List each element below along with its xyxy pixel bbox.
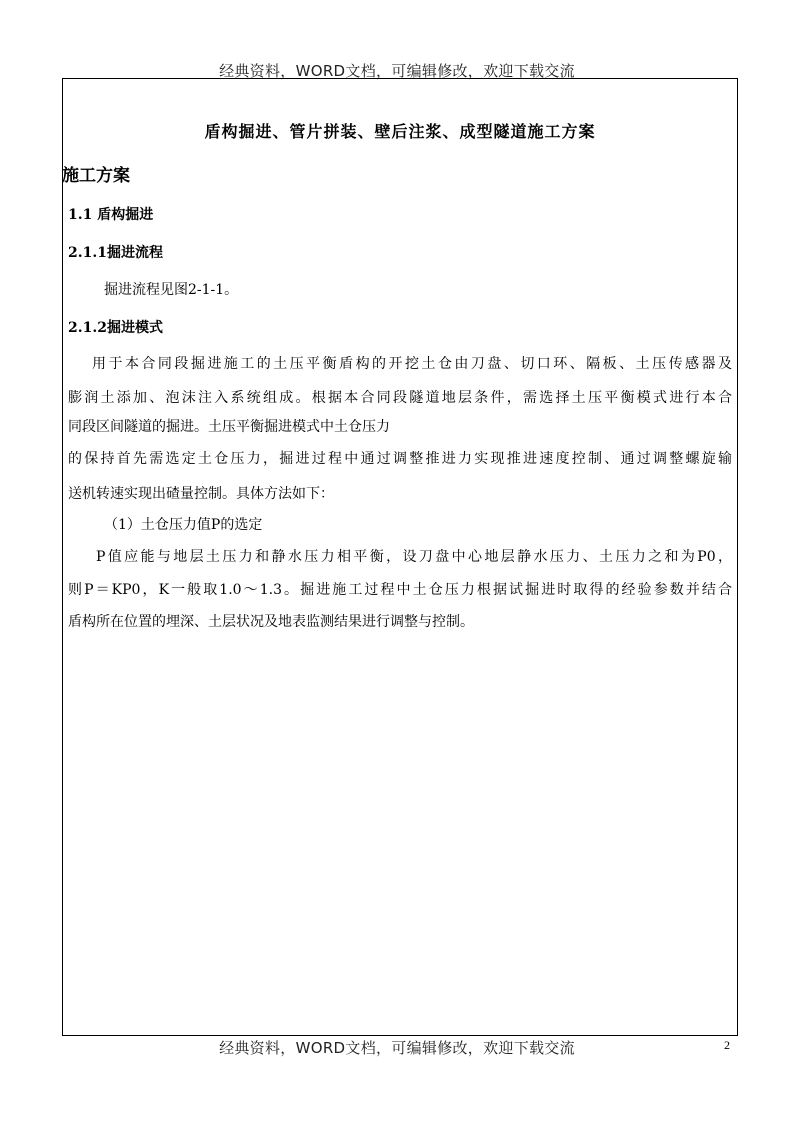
document-title: 盾构掘进、管片拼装、壁后注浆、成型隧道施工方案 — [204, 122, 596, 141]
body-line: 用于本合同段掘进施工的土压平衡盾构的开挖土仓由刀盘、切口环、隔板、土压传感器及 — [92, 356, 732, 372]
paragraph-flow: 掘进流程见图2-1-1。 — [104, 282, 239, 298]
section-heading: 施工方案 — [62, 166, 130, 186]
page-footer-text: 经典资料，WORD文档，可编辑修改，欢迎下载交流 — [219, 1039, 575, 1057]
heading-2-1-1: 2.1.1掘进流程 — [68, 245, 163, 261]
body-line: 的保持首先需选定土仓压力，掘进过程中通过调整推进力实现推进速度控制、通过调整螺旋输 — [68, 451, 732, 467]
body-line: 膨润土添加、泡沫注入系统组成。根据本合同段隧道地层条件，需选择土压平衡模式进行本合 — [68, 390, 732, 406]
subheading-pressure-value: （1）土仓压力值P的选定 — [104, 517, 263, 533]
body-line: 同段区间隧道的掘进。土压平衡掘进模式中土仓压力 — [68, 419, 390, 435]
body-line: P值应能与地层土压力和静水压力相平衡，设刀盘中心地层静水压力、土压力之和为P0， — [96, 549, 732, 565]
page-header-text: 经典资料，WORD文档，可编辑修改，欢迎下载交流 — [219, 62, 575, 80]
page-number: 2 — [724, 1038, 730, 1052]
body-line: 送机转速实现出碴量控制。具体方法如下： — [68, 486, 334, 502]
heading-1-1: 1.1 盾构掘进 — [68, 207, 154, 223]
body-line: 则P＝KP0，K一般取1.0～1.3。掘进施工过程中土仓压力根据试掘进时取得的经验参数并结合 — [68, 582, 732, 598]
body-line: 盾构所在位置的埋深、土层状况及地表监测结果进行调整与控制。 — [68, 614, 474, 630]
heading-2-1-2: 2.1.2掘进模式 — [68, 320, 163, 336]
